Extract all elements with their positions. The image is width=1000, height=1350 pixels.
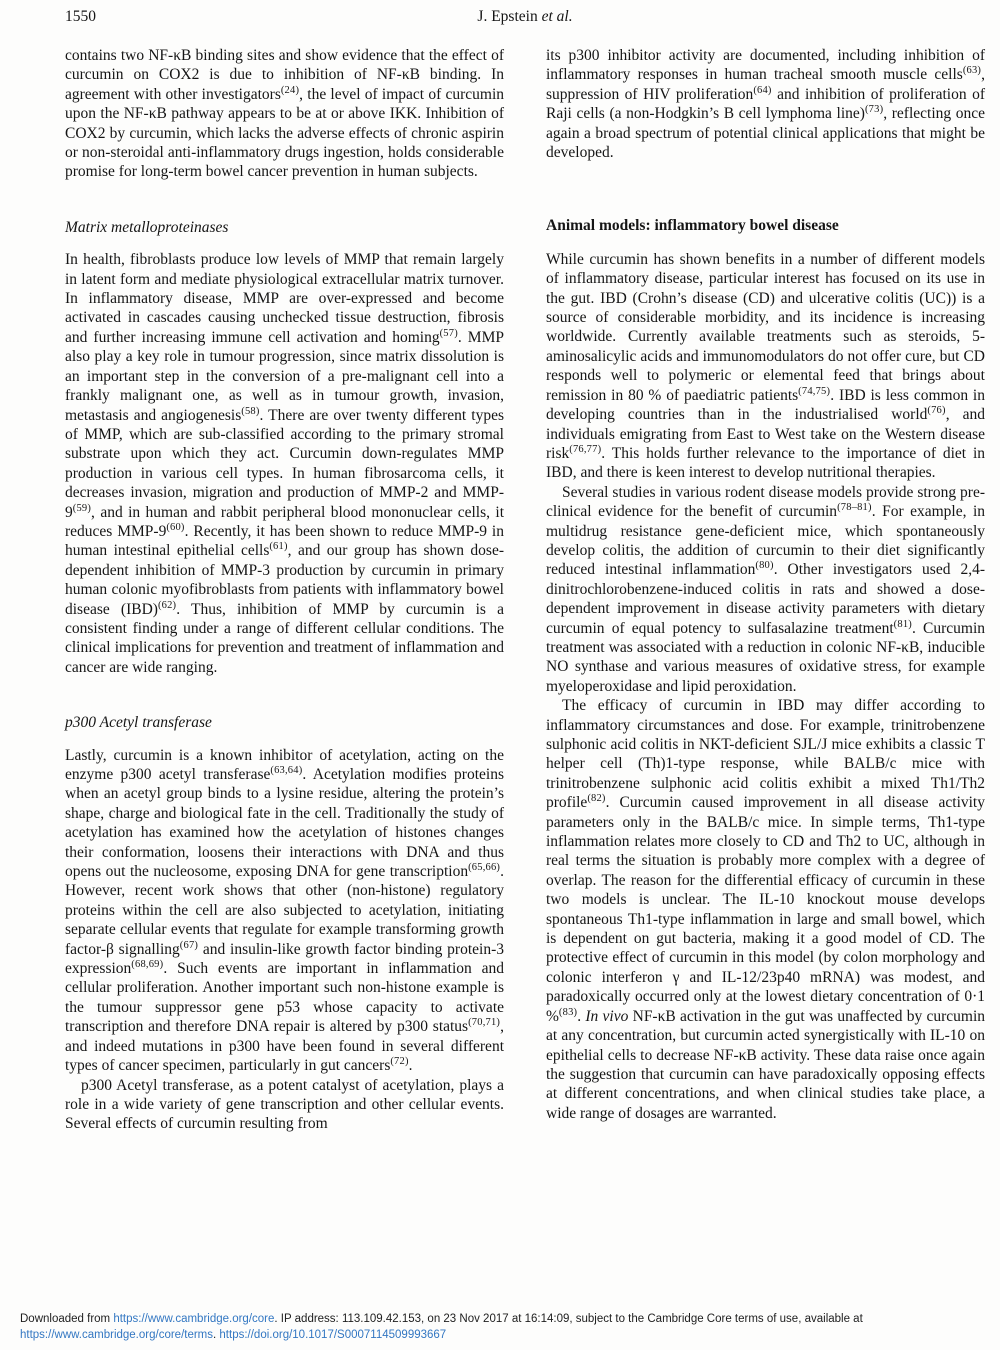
- footer-line-1: Downloaded from https://www.cambridge.org/core. IP address: 113.109.42.153, on 23 Nov 2017 at 16:14:09, subject to the Cambridge Core terms of use, available at: [20, 1313, 863, 1325]
- reference-marker: (68,69): [131, 958, 164, 970]
- section-heading: p300 Acetyl transferase: [65, 714, 212, 732]
- reference-marker: (76,77): [569, 443, 602, 455]
- reference-marker: (64): [753, 84, 772, 96]
- reference-marker: (63,64): [270, 764, 303, 776]
- section-heading: Matrix metalloproteinases: [65, 218, 229, 236]
- reference-marker: (74,75): [798, 385, 831, 397]
- paragraph: p300 Acetyl transferase, as a potent catalyst of acetylation, plays a role in a wide variety of gene transcription and other cellular events. Several effects of curcumin resulting from: [65, 1076, 504, 1133]
- reference-marker: (78–81): [837, 501, 872, 513]
- reference-marker: (58): [241, 405, 260, 417]
- paragraph: In health, fibroblasts produce low levels of MMP that remain largely in latent form and mediate physiological extracellular matrix turnover. In inflammatory disease, MMP are over-expressed and become activated in cascades causing unchecked tissue destruction, fibrosis and further increasing immune cell activation and homing$^{(57)}$. MMP also play a key role in tumour progression, since matrix dissolution is an important step in the conversion of a pre-malignant cell into a frankly malignant one, as well as in tumour growth, invasion, metastasis and angiogenesis$^{(58)}$. There are over twenty different types of MMP, which are sub-classified according to the primary stromal substrate upon which they act. Curcumin down-regulates MMP production in various cell types. In human fibrosarcoma cells, it decreases invasion, migration and production of MMP-2 and MMP-9$^{(59)}$, and in human and rabbit peripheral blood mononuclear cells, it reduces MMP-9$^{(60)}$. Recently, it has been shown to reduce MMP-9 in human intestinal epithelial cells$^{(61)}$, and our group has shown dose-dependent inhibition of MMP-3 production by curcumin in primary human colonic myofibroblasts from patients with inflammatory bowel disease (IBD)$^{(62)}$. Thus, inhibition of MMP by curcumin is a consistent finding under a range of different cellular conditions. The clinical implications for prevention and treatment of inflammation and cancer are wide ranging.: [65, 251, 504, 676]
- reference-marker: (61): [269, 541, 288, 553]
- running-head: J. Epstein et al.: [477, 8, 573, 25]
- page-number: 1550: [65, 8, 96, 25]
- reference-marker: (73): [864, 104, 884, 116]
- reference-marker: (63): [962, 65, 982, 77]
- paragraph: The efficacy of curcumin in IBD may differ according to inflammatory circumstances and dose. For example, trinitrobenzene sulphonic acid colitis in NKT-deficient SJL/J mice exhibits a classic T helper cell (Th)1-type response, while BALB/c mice with trinitrobenzene sulphonic acid colitis exhibit a mixed Th1/Th2 profile$^{(82)}$. Curcumin caused improvement in all disease activity parameters only in the BALB/c mice. In simple terms, Th1-type inflammation relates more closely to CD and Th2 to UC, although in real terms the situation is probably more complex with a degree of overlap. The reason for the differential efficacy of curcumin in these two models is unclear. The IL-10 knockout mouse develops spontaneous Th1-type inflammation in large and small bowel, which is dependent on gut bacteria, making it a good model of CD. The protective effect of curcumin in this model (by colon morphology and colonic interferon γ and IL-12/23p40 mRNA) was modest, and paradoxically occurred only at the lowest dietary concentration of 0·1 %$^{(83)}$. In vivo NF-κB activation in the gut was unaffected by curcumin at any concentration, but curcumin acted synergistically with IL-10 on epithelial cells to decrease NF-κB activity. These data raise once again the suggestion that curcumin can have paradoxically opposing effects at different concentrations, and when clinical studies take place, a wide range of dosages are warranted.: [546, 697, 986, 1122]
- reference-marker: (72): [390, 1055, 409, 1067]
- reference-marker: (83): [558, 1006, 578, 1018]
- paragraph: Lastly, curcumin is a known inhibitor of acetylation, acting on the enzyme p300 acetyl transferase$^{(63,64)}$. Acetylation modifies proteins when an acetyl group binds to a lysine residue, altering the protein’s shape, charge and biological fate in the cell. Traditionally the study of acetylation has examined how the acetylation of histones changes their conformation, loosens their interactions with DNA and thus opens out the nucleosome, exposing DNA for gene transcription$^{(65,66)}$. However, recent work shows that other (non-histone) regulatory proteins within the cell are also subjected to acetylation, initiating separate cellular events that regulate for example transforming growth factor-β signalling$^{(67)}$ and insulin-like growth factor binding protein-3 expression$^{(68,69)}$. Such events are important in inflammation and cellular proliferation. Another important such non-histone example is the tumour suppressor gene p53 whose capacity to activate transcription and therefore DNA repair is altered by p300 status$^{(70,71)}$, and indeed mutations in p300 have been found in several different types of cancer specimen, particularly in gut cancers$^{(72)}$.: [65, 746, 504, 1075]
- section-heading: Animal models: inflammatory bowel disease: [546, 217, 839, 235]
- paragraph: contains two NF-κB binding sites and show evidence that the effect of curcumin on COX2 is due to inhibition of NF-κB binding. In agreement with other investigators$^{(24)}$, the level of impact of curcumin upon the NF-κB pathway appears to be at or above IKK. Inhibition of COX2 by curcumin, which lacks the adverse effects of chronic aspirin or non-steroidal anti-inflammatory drugs ingestion, holds considerable promise for long-term bowel cancer prevention in human subjects.: [65, 47, 504, 181]
- italic-text: In vivo: [585, 1007, 629, 1025]
- reference-marker: (70,71): [468, 1017, 501, 1029]
- article-body: [65, 46, 985, 1134]
- footer-link[interactable]: https://www.cambridge.org/core: [113, 1313, 275, 1325]
- reference-marker: (65,66): [468, 861, 501, 873]
- reference-marker: (59): [72, 502, 92, 514]
- reference-marker: (80): [755, 560, 774, 572]
- reference-marker: (62): [157, 599, 177, 611]
- page-header: [65, 8, 985, 30]
- reference-marker: (81): [893, 618, 912, 630]
- footer-link[interactable]: https://doi.org/10.1017/S0007114509993667: [219, 1328, 447, 1341]
- paragraph: its p300 inhibitor activity are documented, including inhibition of inflammatory responses in human tracheal smooth muscle cells$^{(63)}$, suppression of HIV proliferation$^{(64)}$ and inhibition of proliferation of Raji cells (a non-Hodgkin’s B cell lymphoma line)$^{(73)}$, reflecting once again a broad spectrum of potential clinical applications that might be developed.: [546, 47, 985, 162]
- paragraph: Several studies in various rodent disease models provide strong pre-clinical evidence for the benefit of curcumin$^{(78-81)}$. For example, in multidrug resistance gene-deficient mice, which spontaneously develop colitis, the addition of curcumin to their diet significantly reduced intestinal inflammation$^{(80)}$. Other investigators used 2,4-dinitrochlorobenzene-induced colitis in rats and showed a dose-dependent improvement in disease activity parameters with dietary curcumin of equal potency to sulfasalazine treatment$^{(81)}$. Curcumin treatment was associated with a reduction in colonic NF-κB, inducible NO synthase and various measures of oxidative stress, for example myeloperoxidase and lipid peroxidation.: [546, 483, 986, 695]
- reference-marker: (57): [439, 327, 458, 339]
- reference-marker: (76): [927, 404, 946, 416]
- paragraph: While curcumin has shown benefits in a number of different models of inflammatory disease, particular interest has focused on its use in the gut. IBD (Crohn’s disease (CD) and ulcerative colitis (UC)) is a source of considerable morbidity, and its incidence is increasing worldwide. Currently available treatments such as steroids, 5-aminosalicylic acids and immunomodulators do not offer cure, but CD responds well to polymeric or elemental feed that brings about remission in 80 % of paediatric patients$^{(74,75)}$. IBD is less common in developing countries than in the industrialised world$^{(76)}$, and individuals emigrating from East to West take on the Western disease risk$^{(76,77)}$. This holds further relevance to the importance of diet in IBD, and there is keen interest to develop nutritional therapies.: [546, 250, 985, 482]
- footer-line-2: https://www.cambridge.org/core/terms. https://doi.org/10.1017/S0007114509993667: [20, 1328, 447, 1341]
- reference-marker: (60): [166, 521, 185, 533]
- footer-link[interactable]: https://www.cambridge.org/core/terms: [20, 1328, 214, 1341]
- italic-text: et al.: [541, 8, 573, 25]
- reference-marker: (67): [179, 939, 199, 951]
- left-column: [65, 46, 504, 1134]
- reference-marker: (82): [587, 793, 606, 805]
- right-column: [546, 46, 985, 1134]
- reference-marker: (24): [280, 84, 300, 96]
- download-footer: [20, 1312, 980, 1343]
